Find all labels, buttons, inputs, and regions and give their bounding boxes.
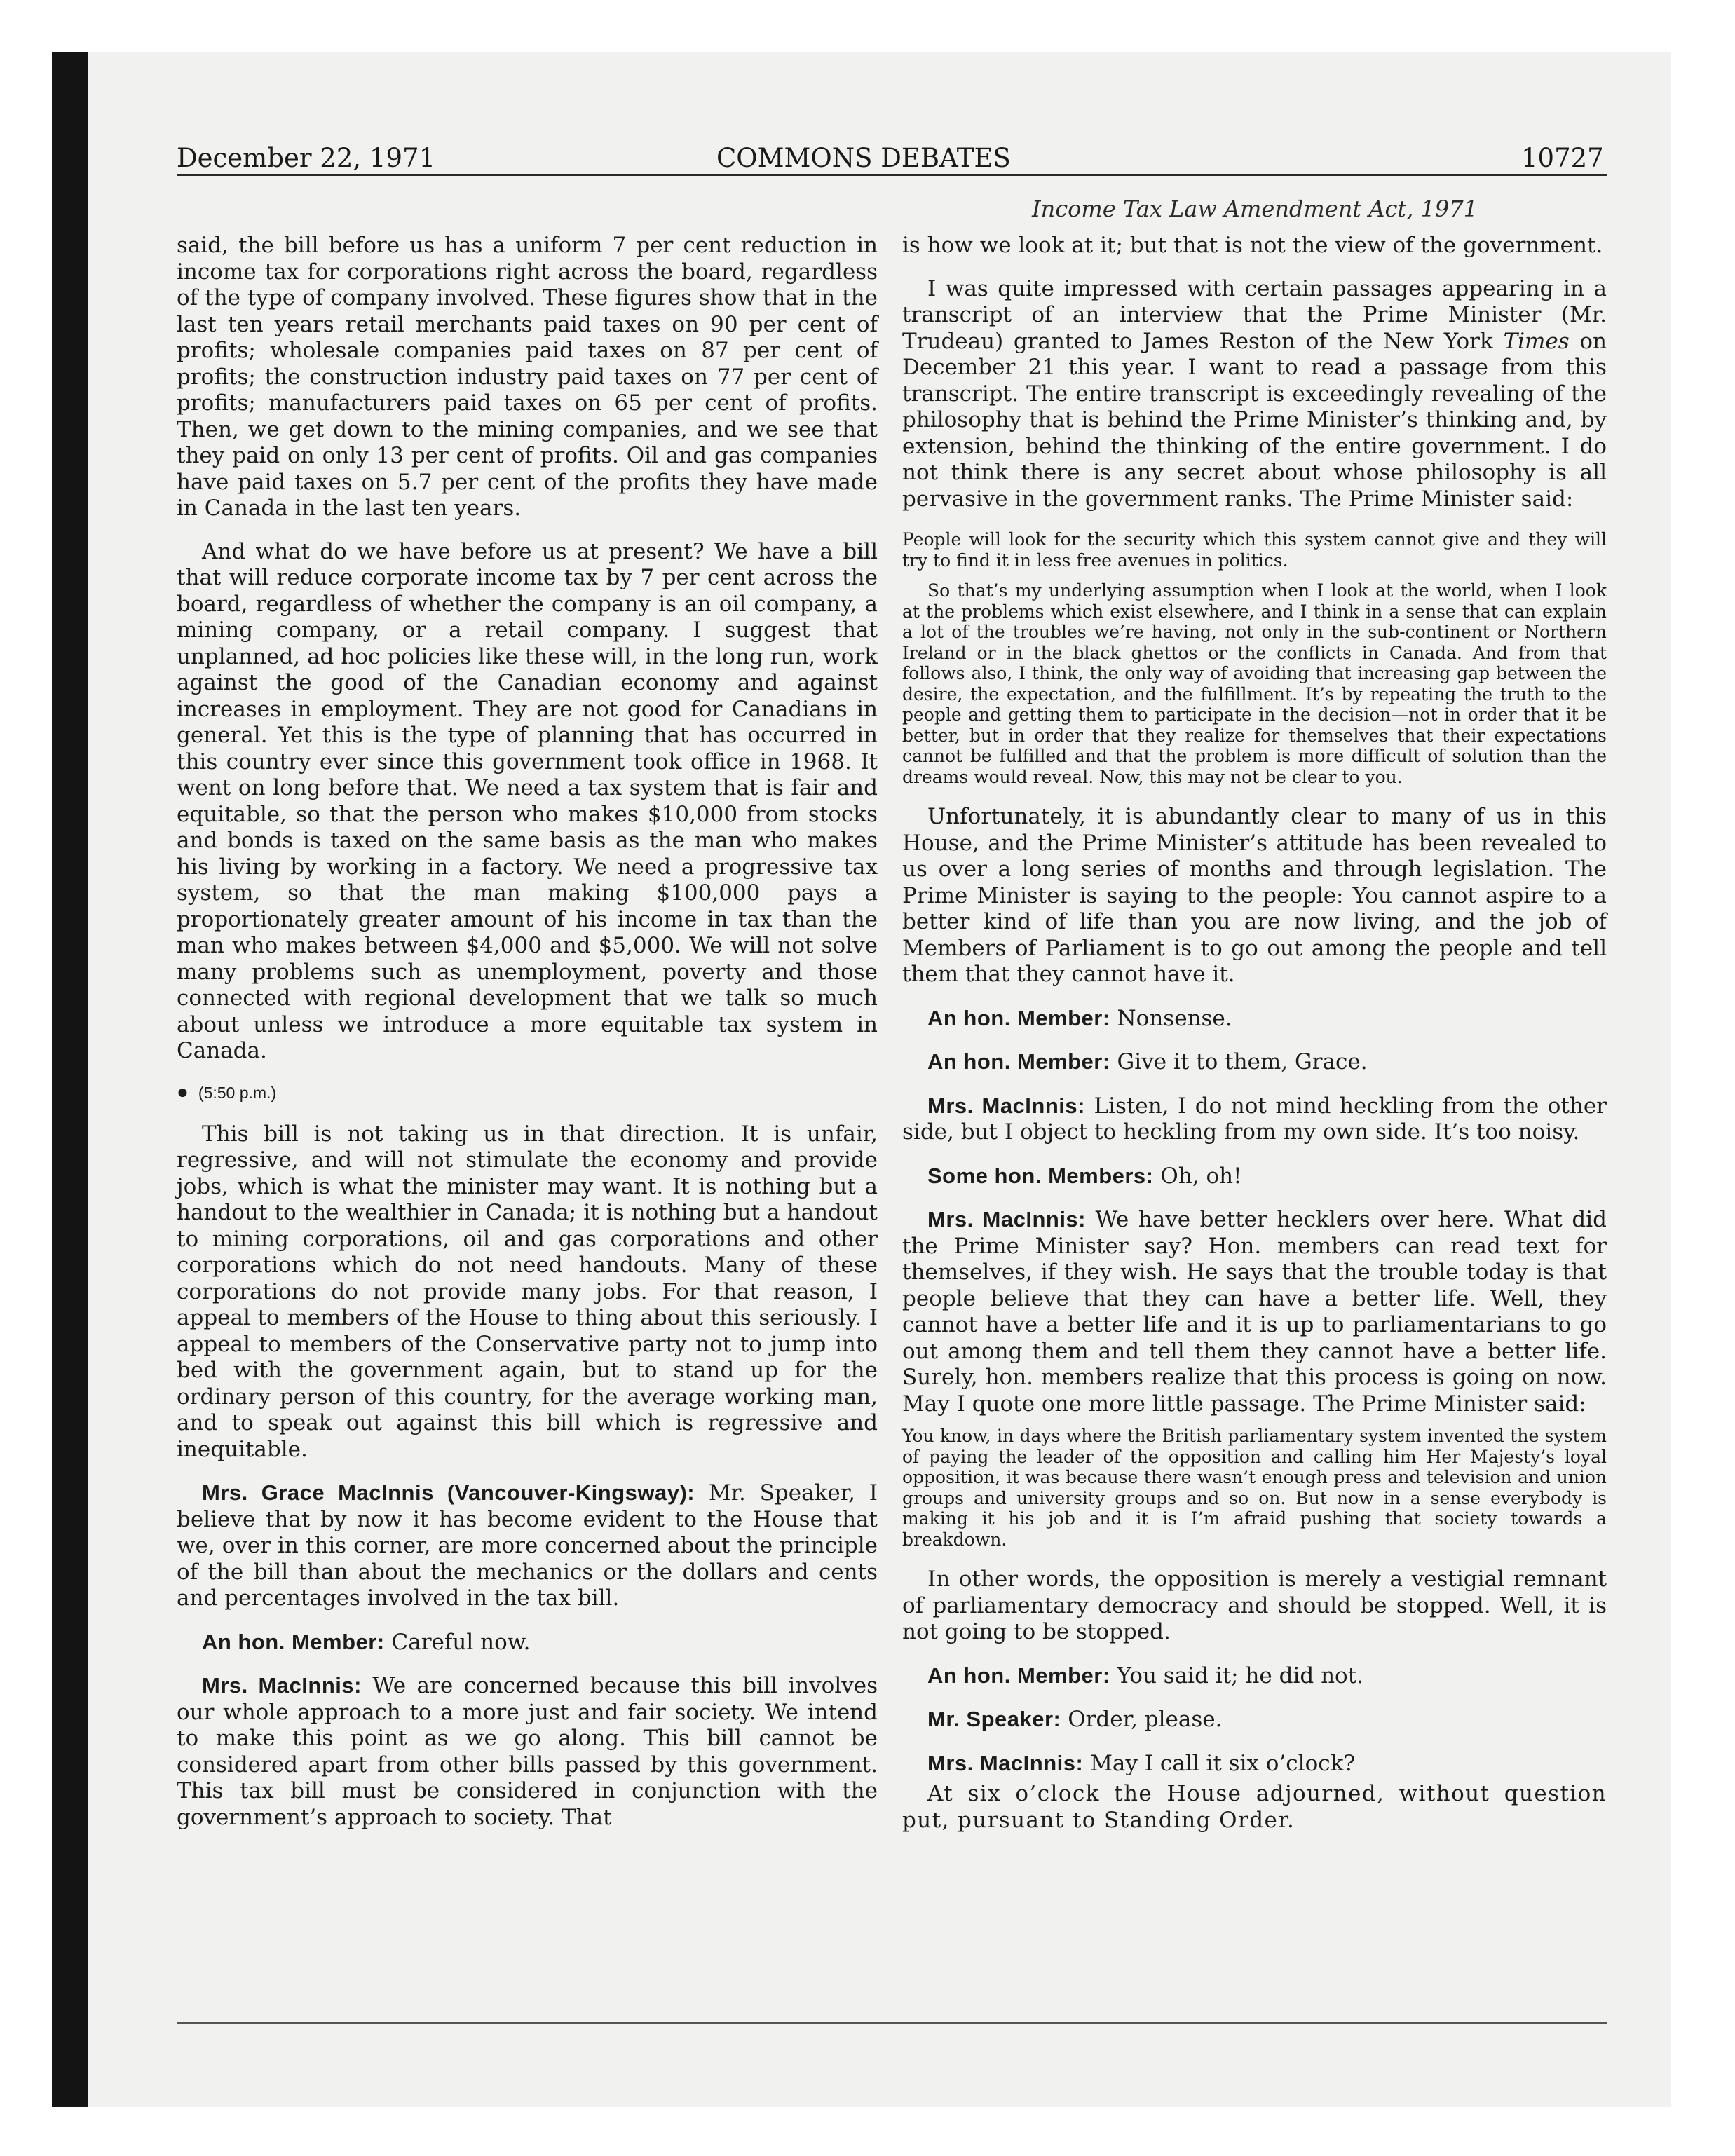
paragraph: This bill is not taking us in that direction. It is unfair, regressive, and will not stimulate the economy and provide jobs, which is what the minister may want. It is nothing but a handout to the wealthier in Canada; it is nothing but a handout to mining corporations, oil and gas corporations and other corporations which do not need handouts. Many of these corporations do not provide many jobs. For that reason, I appeal to members of the House to thing about this seriously. I appeal to members of the Conservative party not to jump into bed with the government again, but to stand up for the ordinary person of this country, for the average working man, and to speak out against this bill which is regressive and inequitable. xyxy=(177,1121,878,1462)
speech xyxy=(177,1480,878,1612)
paragraph xyxy=(902,276,1607,513)
speech-text: Listen, I do not mind heckling from the other side, but I object to heckling from my own side. It’s too noisy. xyxy=(902,1093,1607,1145)
speaker-name: Mrs. MacInnis: xyxy=(927,1093,1085,1118)
speaker-name: Mrs. MacInnis: xyxy=(927,1750,1084,1775)
speech-text: Order, please. xyxy=(1068,1707,1223,1732)
speaker-name: Mrs. MacInnis: xyxy=(927,1207,1086,1231)
speech-text: You said it; he did not. xyxy=(1117,1663,1364,1688)
speech xyxy=(902,1163,1607,1190)
speech-text: We have better hecklers over here. What did the Prime Minister say? Hon. members can read text for themselves, if they wish. He says that the trouble today is that people believe that they can have a better life. Well, they cannot have a better life and it is up to parliamentarians to go out among them and tell them they cannot have a better life. Surely, hon. members realize that this process is going on now. May I quote one more little passage. The Prime Minister said: xyxy=(902,1207,1607,1417)
speech xyxy=(902,1663,1607,1690)
speech-text: May I call it six o’clock? xyxy=(1090,1750,1356,1776)
header-page-number: 10727 xyxy=(1521,143,1604,173)
speech xyxy=(902,1005,1607,1032)
header-title: COMMONS DEBATES xyxy=(716,143,1011,173)
right-column xyxy=(902,233,1607,1850)
speaker-name: Some hon. Members: xyxy=(927,1163,1154,1188)
paragraph: is how we look at it; but that is not the view of the government. xyxy=(902,233,1603,258)
footer-rule xyxy=(177,2022,1607,2024)
left-column xyxy=(177,233,878,1848)
block-quote: You know, in days where the British parliamentary system invented the system of paying the leader of the opposition and calling him Her Majesty’s loyal opposition, it was because there wasn’t enough press and television and union groups and university groups and so on. But now in a sense everybody is making it his job and it is I’m afraid pushing that society towards a breakdown. xyxy=(902,1426,1607,1550)
speaker-name: An hon. Member: xyxy=(927,1663,1110,1688)
paragraph-text: on December 21 this year. I want to read a passage from this transcript. The entire transcript is exceedingly revealing of the philosophy that is behind the Prime Minister’s thinking and, by extension, behind the thinking of the entire government. I do not think there is any secret about whose philosophy is all pervasive in the government ranks. The Prime Minister said: xyxy=(902,328,1607,512)
speech-text: Oh, oh! xyxy=(1160,1163,1242,1189)
speech xyxy=(902,1206,1607,1417)
speech-text: We are concerned because this bill involves our whole approach to a more just and fair society. We intend to make this point as we go along. This bill cannot be considered apart from other bills passed by this government. This tax bill must be considered in conjunction with the government’s approach to society. That xyxy=(177,1673,878,1830)
paragraph-text: I was quite impressed with certain passages appearing in a transcript of an interview that the Prime Minister (Mr. Trudeau) granted to James Reston of the New York xyxy=(902,275,1607,354)
scan-edge-bar xyxy=(52,52,88,2107)
newspaper-title: Times xyxy=(1503,328,1570,354)
speech-text: Nonsense. xyxy=(1117,1005,1232,1031)
header-rule xyxy=(177,174,1607,176)
speech xyxy=(177,1629,878,1656)
adjournment-note: At six o’clock the House adjourned, without question put, pursuant to Standing Order. xyxy=(902,1781,1607,1833)
header-date: December 22, 1971 xyxy=(177,143,436,173)
speech xyxy=(177,1672,878,1831)
block-quote: People will look for the security which this system cannot give and they will try to find it in less free avenues in politics. xyxy=(902,529,1607,571)
speaker-name: An hon. Member: xyxy=(202,1629,385,1654)
paragraph: Unfortunately, it is abundantly clear to many of us in this House, and the Prime Minister’s attitude has been revealed to us over a long series of months and through legislation. The Prime Minister is saying to the people: You cannot aspire to a better kind of life than you are now living, and the job of Members of Parliament is to go out among the people and tell them that they cannot have it. xyxy=(902,804,1607,987)
bullet-icon: ● xyxy=(177,1080,189,1103)
time-marker xyxy=(177,1082,878,1103)
speech-text: Give it to them, Grace. xyxy=(1117,1049,1368,1074)
speaker-name: Mrs. Grace MacInnis (Vancouver-Kingsway): xyxy=(202,1480,695,1505)
speaker-name: An hon. Member: xyxy=(927,1049,1110,1074)
speaker-name: Mrs. MacInnis: xyxy=(202,1673,362,1698)
speaker-name: Mr. Speaker: xyxy=(927,1707,1061,1731)
speech xyxy=(902,1750,1607,1778)
paragraph: And what do we have before us at present? We have a bill that will reduce corporate income tax by 7 per cent across the board, regardless of whether the company is an oil company, a mining company, or a retail company. I suggest that unplanned, ad hoc policies like these will, in the long run, work against the good of the Canadian economy and against increases in employment. They are not good for Canadians in general. Yet this is the type of planning that has occurred in this country ever since this government took office in 1968. It went on long before that. We need a tax system that is fair and equitable, so that the person who makes $10,000 from stocks and bonds is taxed on the same basis as the man who makes his living by working in a factory. We need a progressive tax system, so that the man making $100,000 pays a proportionately greater amount of his income in tax than the man who makes between $4,000 and $5,000. We will not solve many problems such as unemployment, poverty and those connected with regional development that we talk so much about unless we introduce a more equitable tax system in Canada. xyxy=(177,538,878,1063)
speech-text: Careful now. xyxy=(391,1629,531,1655)
paragraph: In other words, the opposition is merely a vestigial remnant of parliamentary democracy and should be stopped. Well, it is not going to be stopped. xyxy=(902,1567,1607,1644)
speech-text: Mr. Speaker, I believe that by now it has become evident to the House that we, over in this corner, are more concerned about the principle of the bill than about the mechanics or the dollars and cents and percentages involved in the tax bill. xyxy=(177,1480,878,1611)
time-stamp: (5:50 p.m.) xyxy=(198,1083,277,1102)
speech xyxy=(902,1049,1607,1076)
running-head: Income Tax Law Amendment Act, 1971 xyxy=(1031,196,1478,222)
speaker-name: An hon. Member: xyxy=(927,1005,1110,1030)
speech xyxy=(902,1093,1607,1146)
block-quote: So that’s my underlying assumption when I look at the world, when I look at the problems which exist elsewhere, and I think in a sense that can explain a lot of the troubles we’re having, not only in the sub-continent or Northern Ireland or in the black ghettos or the conflicts in Canada. And from that follows also, I think, the only way of avoiding that increasing gap between the desire, the expectation, and the fulfillment. It’s by repeating the truth to the people and getting them to participate in the decision—not in order that it be better, but in order that they realize for themselves that their expectations cannot be fulfilled and that the problem is more difficult of solution than the dreams would reveal. Now, this may not be clear to you. xyxy=(902,580,1607,787)
paragraph: said, the bill before us has a uniform 7 per cent reduction in income tax for corporations right across the board, regardless of the type of company involved. These figures show that in the last ten years retail merchants paid taxes on 90 per cent of profits; wholesale companies paid taxes on 87 per cent of profits; the construction industry paid taxes on 77 per cent of profits; manufacturers paid taxes on 65 per cent of profits. Then, we get down to the mining companies, and we see that they paid on only 13 per cent of profits. Oil and gas companies have paid taxes on 5.7 per cent of the profits they have made in Canada in the last ten years. xyxy=(177,233,878,521)
speech xyxy=(902,1706,1607,1733)
